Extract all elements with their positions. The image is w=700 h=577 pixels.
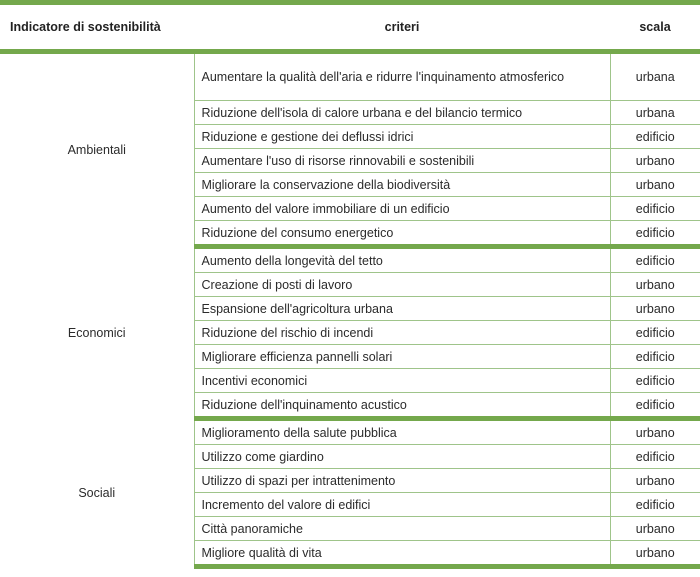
criterion-cell: Riduzione del consumo energetico (194, 221, 610, 247)
scale-cell: edificio (610, 197, 700, 221)
criterion-cell: Aumentare l'uso di risorse rinnovabili e sostenibili (194, 149, 610, 173)
scale-cell: edificio (610, 393, 700, 419)
scale-cell: urbano (610, 149, 700, 173)
scale-cell: urbano (610, 541, 700, 567)
criterion-cell: Aumento della longevità del tetto (194, 247, 610, 273)
category-cell: Sociali (78, 485, 116, 500)
scale-cell: edificio (610, 221, 700, 247)
criterion-cell: Migliorare la conservazione della biodiversità (194, 173, 610, 197)
criterion-cell: Incremento del valore di edifici (194, 493, 610, 517)
scale-cell: urbano (610, 273, 700, 297)
header-scale: scala (610, 3, 700, 52)
criterion-cell: Creazione di posti di lavoro (194, 273, 610, 297)
criterion-cell: Riduzione dell'inquinamento acustico (194, 393, 610, 419)
scale-cell: urbano (610, 419, 700, 445)
criterion-cell: Utilizzo come giardino (194, 445, 610, 469)
table-body (0, 52, 700, 567)
criterion-cell: Incentivi economici (194, 369, 610, 393)
header-row (0, 3, 700, 52)
scale-cell: edificio (610, 445, 700, 469)
header-indicator: Indicatore di sostenibilità (0, 3, 194, 52)
scale-cell: urbano (610, 517, 700, 541)
scale-cell: edificio (610, 125, 700, 149)
criterion-cell: Migliorare efficienza pannelli solari (194, 345, 610, 369)
criterion-cell: Aumento del valore immobiliare di un edificio (194, 197, 610, 221)
scale-cell: urbano (610, 297, 700, 321)
scale-cell: edificio (610, 247, 700, 273)
scale-cell: edificio (610, 493, 700, 517)
criterion-cell: Riduzione del rischio di incendi (194, 321, 610, 345)
scale-cell: urbana (610, 52, 700, 101)
table-header (0, 3, 700, 52)
criterion-cell: Riduzione e gestione dei deflussi idrici (194, 125, 610, 149)
scale-cell: urbana (610, 101, 700, 125)
scale-cell: edificio (610, 369, 700, 393)
category-cell: Economici (67, 325, 126, 340)
table-row (0, 52, 700, 101)
criterion-cell: Riduzione dell'isola di calore urbana e del bilancio termico (194, 101, 610, 125)
category-cell: Ambientali (67, 143, 126, 158)
criterion-cell: Aumentare la qualità dell'aria e ridurre l'inquinamento atmosferico (194, 52, 610, 101)
header-criteria: criteri (194, 3, 610, 52)
table-row (0, 419, 700, 445)
criterion-cell: Miglioramento della salute pubblica (194, 419, 610, 445)
criterion-cell: Espansione dell'agricoltura urbana (194, 297, 610, 321)
criterion-cell: Città panoramiche (194, 517, 610, 541)
table-row (0, 247, 700, 273)
scale-cell: urbano (610, 173, 700, 197)
criterion-cell: Migliore qualità di vita (194, 541, 610, 567)
criterion-cell: Utilizzo di spazi per intrattenimento (194, 469, 610, 493)
scale-cell: edificio (610, 345, 700, 369)
scale-cell: edificio (610, 321, 700, 345)
scale-cell: urbano (610, 469, 700, 493)
